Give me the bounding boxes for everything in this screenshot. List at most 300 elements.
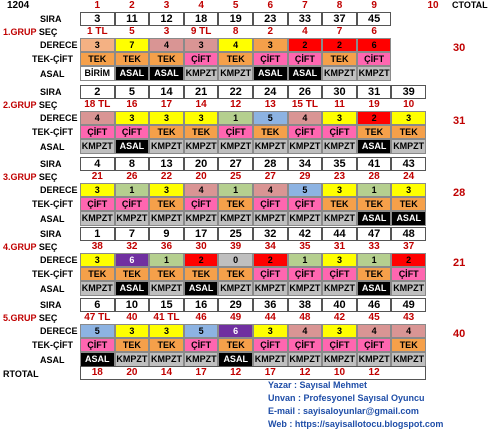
tek-cell: TEK (322, 52, 357, 66)
sec-cell: 25 (230, 171, 242, 182)
sec-cell: 9 TL (190, 26, 212, 37)
rtotal-frame (80, 366, 426, 380)
tek-cell: ÇİFT (184, 338, 219, 352)
tek-cell: ÇİFT (288, 267, 323, 281)
author-info-line: Unvan : Profesyonel Sayısal Oyuncu (268, 393, 425, 403)
sec-cell: 46 (195, 312, 207, 323)
sec-label: SEÇ (36, 242, 58, 252)
derece-cell: 1 (288, 253, 323, 267)
sira-cell: 1 (80, 227, 115, 241)
derece-cell: 6 (357, 38, 392, 52)
derece-cell: 3 (253, 38, 288, 52)
tek-cell: TEK (184, 125, 219, 139)
derece-cell: 1 (357, 253, 392, 267)
asal-cell: KMPZT (288, 352, 323, 367)
sec-cell: 6 (371, 26, 377, 37)
sira-cell: 34 (288, 157, 323, 171)
sec-label: SEÇ (36, 27, 58, 37)
sec-cell: 5 (129, 26, 135, 37)
asal-cell: KMPZT (391, 139, 426, 154)
sira-cell: 9 (149, 227, 184, 241)
row-label-derece: DERECE (40, 255, 78, 265)
asal-cell: KMPZT (149, 281, 184, 296)
derece-cell: 4 (391, 324, 426, 338)
derece-cell: 4 (184, 183, 219, 197)
asal-cell: KMPZT (253, 281, 288, 296)
row-label-derece: DERECE (40, 185, 78, 195)
rtotal-cell: 20 (126, 367, 138, 378)
derece-cell: 3 (322, 183, 357, 197)
group-label: 1.GRUP SEÇ (3, 27, 58, 37)
row-label-sira: SIRA (40, 159, 62, 169)
sec-cell: 15 TL (291, 99, 318, 110)
rtotal-cell: 12 (368, 367, 380, 378)
tek-cell: ÇİFT (115, 125, 150, 139)
asal-cell: ASAL (149, 66, 184, 81)
sira-cell: 29 (218, 298, 253, 312)
sira-cell: 12 (149, 12, 184, 26)
derece-cell: 4 (253, 183, 288, 197)
asal-cell: KMPZT (218, 66, 253, 81)
sec-cell: 1 TL (87, 26, 108, 37)
derece-cell: 5 (253, 111, 288, 125)
tek-cell: ÇİFT (253, 267, 288, 281)
tek-cell: TEK (218, 197, 253, 211)
asal-cell: KMPZT (288, 211, 323, 226)
asal-cell: KMPZT (288, 139, 323, 154)
header-corner: 1204 (7, 0, 30, 11)
sira-cell: 11 (115, 12, 150, 26)
asal-cell: KMPZT (322, 66, 357, 81)
sec-cell: 34 (264, 241, 276, 252)
derece-cell: 1 (115, 183, 150, 197)
sira-cell: 44 (322, 227, 357, 241)
tek-cell: TEK (357, 125, 392, 139)
asal-cell: ASAL (288, 66, 323, 81)
group-label: 2.GRUP SEÇ (3, 100, 58, 110)
tek-cell: ÇİFT (218, 125, 253, 139)
sec-cell: 49 (230, 312, 242, 323)
asal-cell: BİRİM (80, 66, 115, 81)
sira-cell: 6 (80, 298, 115, 312)
derece-cell: 4 (288, 324, 323, 338)
sira-cell: 45 (357, 12, 392, 26)
tek-cell: TEK (149, 267, 184, 281)
asal-cell: ASAL (357, 281, 392, 296)
tek-cell: ÇİFT (322, 125, 357, 139)
asal-cell: KMPZT (391, 281, 426, 296)
sira-cell: 37 (322, 12, 357, 26)
sec-cell: 39 (230, 241, 242, 252)
ctotal-label: CTOTAL (452, 0, 488, 10)
sec-cell: 22 (160, 171, 173, 182)
row-label-sira: SIRA (40, 14, 62, 24)
row-label-asal: ASAL (40, 355, 65, 365)
tek-cell: TEK (218, 267, 253, 281)
sec-cell: 21 (91, 171, 103, 182)
sec-cell: 33 (368, 241, 380, 252)
asal-cell: KMPZT (149, 352, 184, 367)
sec-cell: 48 (299, 312, 311, 323)
sec-cell: 2 (267, 26, 274, 37)
tek-cell: ÇİFT (322, 267, 357, 281)
asal-cell: KMPZT (149, 211, 184, 226)
sec-cell: 8 (232, 26, 239, 37)
derece-cell: 1 (357, 183, 392, 197)
derece-cell: 0 (218, 253, 253, 267)
rtotal-cell: 10 (333, 367, 346, 378)
derece-cell: 3 (184, 111, 219, 125)
asal-cell: KMPZT (288, 281, 323, 296)
sira-cell: 21 (184, 85, 219, 99)
group-label: 3.GRUP SEÇ (3, 172, 58, 182)
tek-cell: TEK (149, 52, 184, 66)
derece-cell: 6 (115, 253, 150, 267)
tek-cell: ÇİFT (288, 197, 323, 211)
column-number: 3 (163, 0, 170, 11)
sira-cell: 48 (391, 227, 426, 241)
sira-cell: 33 (288, 12, 323, 26)
asal-cell: ASAL (218, 352, 253, 367)
group-total: 40 (453, 328, 466, 340)
asal-cell: ASAL (357, 139, 392, 154)
derece-cell: 4 (80, 111, 115, 125)
sira-cell: 13 (149, 157, 184, 171)
sec-cell: 13 (264, 99, 276, 110)
sec-cell: 17 (160, 99, 173, 110)
sira-cell: 46 (357, 298, 392, 312)
rtotal-cell: 14 (160, 367, 173, 378)
column-number-10: 10 (427, 0, 439, 11)
sira-cell: 30 (322, 85, 357, 99)
group-total: 21 (453, 257, 466, 269)
row-label-asal: ASAL (40, 214, 65, 224)
derece-cell: 3 (149, 183, 184, 197)
derece-cell: 3 (391, 111, 426, 125)
sira-cell: 7 (115, 227, 150, 241)
asal-cell: KMPZT (218, 211, 253, 226)
sira-cell: 28 (253, 157, 288, 171)
sec-cell: 14 (195, 99, 207, 110)
asal-cell: KMPZT (80, 211, 115, 226)
tek-cell: TEK (357, 197, 392, 211)
derece-cell: 3 (322, 111, 357, 125)
sec-cell: 4 (302, 26, 308, 37)
column-number: 1 (94, 0, 101, 11)
tek-cell: ÇİFT (80, 338, 115, 352)
derece-cell: 4 (149, 38, 184, 52)
derece-cell: 2 (288, 38, 323, 52)
sira-cell: 35 (322, 157, 357, 171)
asal-cell: KMPZT (184, 352, 219, 367)
asal-cell: ASAL (115, 281, 150, 296)
group-total: 30 (453, 42, 466, 54)
tek-cell: TEK (149, 338, 184, 352)
sira-cell: 14 (149, 85, 184, 99)
sira-cell: 36 (253, 298, 288, 312)
sec-cell: 37 (403, 241, 415, 252)
sira-cell: 15 (149, 298, 184, 312)
column-number: 6 (267, 0, 274, 11)
sira-cell: 20 (184, 157, 219, 171)
asal-cell: ASAL (115, 66, 150, 81)
sec-cell: 42 (333, 312, 346, 323)
asal-cell: KMPZT (322, 139, 357, 154)
sira-cell: 10 (115, 298, 150, 312)
derece-cell: 3 (115, 324, 150, 338)
sec-cell: 36 (160, 241, 173, 252)
asal-cell: KMPZT (184, 211, 219, 226)
row-label-sira: SIRA (40, 300, 62, 310)
group-label: 4.GRUP SEÇ (3, 242, 58, 252)
tek-cell: ÇİFT (184, 52, 219, 66)
sira-cell: 27 (218, 157, 253, 171)
row-label-asal: ASAL (40, 69, 65, 79)
asal-cell: ASAL (184, 281, 219, 296)
sira-cell: 31 (357, 85, 392, 99)
group-total: 28 (453, 187, 466, 199)
tek-cell: TEK (253, 125, 288, 139)
sec-cell: 7 (336, 26, 343, 37)
asal-cell: KMPZT (253, 139, 288, 154)
row-label-asal: ASAL (40, 284, 65, 294)
derece-cell: 3 (115, 111, 150, 125)
tek-cell: TEK (218, 52, 253, 66)
sec-cell: 43 (403, 312, 415, 323)
derece-cell: 3 (80, 38, 115, 52)
row-label-tekcift: TEK-ÇİFT (32, 340, 73, 350)
column-number: 9 (371, 0, 377, 11)
sira-cell: 17 (184, 227, 219, 241)
sira-cell: 3 (80, 12, 115, 26)
derece-cell: 5 (184, 324, 219, 338)
asal-cell: ASAL (357, 211, 392, 226)
derece-cell: 4 (357, 324, 392, 338)
sec-cell: 23 (333, 171, 346, 182)
row-label-tekcift: TEK-ÇİFT (32, 54, 73, 64)
sec-cell: 31 (333, 241, 346, 252)
sec-cell: 40 (126, 312, 138, 323)
rtotal-cell: 12 (230, 367, 242, 378)
column-number: 5 (232, 0, 239, 11)
row-label-sira: SIRA (40, 229, 62, 239)
asal-cell: KMPZT (322, 352, 357, 367)
column-number: 7 (302, 0, 308, 11)
derece-cell: 6 (218, 324, 253, 338)
tek-cell: TEK (149, 197, 184, 211)
group-label: 5.GRUP SEÇ (3, 313, 58, 323)
derece-cell: 3 (391, 183, 426, 197)
derece-cell: 2 (357, 111, 392, 125)
sira-cell: 2 (80, 85, 115, 99)
derece-cell: 3 (322, 324, 357, 338)
tek-cell: TEK (149, 125, 184, 139)
derece-cell: 1 (218, 183, 253, 197)
row-label-sira: SIRA (40, 87, 62, 97)
tek-cell: ÇİFT (80, 125, 115, 139)
sec-cell: 29 (299, 171, 311, 182)
tek-cell: ÇİFT (253, 338, 288, 352)
sec-cell: 45 (368, 312, 380, 323)
asal-cell: KMPZT (218, 281, 253, 296)
derece-cell: 3 (322, 253, 357, 267)
asal-cell: KMPZT (253, 211, 288, 226)
tek-cell: TEK (80, 267, 115, 281)
tek-cell: ÇİFT (357, 338, 392, 352)
rtotal-label: RTOTAL (3, 369, 39, 379)
tek-cell: ÇİFT (184, 197, 219, 211)
derece-cell: 1 (149, 253, 184, 267)
asal-cell: KMPZT (80, 139, 115, 154)
asal-cell: KMPZT (253, 352, 288, 367)
asal-cell: ASAL (115, 139, 150, 154)
sira-cell: 39 (391, 85, 426, 99)
sira-cell: 40 (322, 298, 357, 312)
sec-cell: 41 TL (153, 312, 180, 323)
asal-cell: KMPZT (115, 211, 150, 226)
tek-cell: ÇİFT (288, 125, 323, 139)
tek-cell: TEK (357, 267, 392, 281)
tek-cell: TEK (391, 338, 426, 352)
tek-cell: ÇİFT (288, 338, 323, 352)
tek-cell: TEK (80, 52, 115, 66)
derece-cell: 5 (288, 183, 323, 197)
derece-cell: 3 (149, 111, 184, 125)
tek-cell: TEK (184, 267, 219, 281)
asal-cell: KMPZT (322, 281, 357, 296)
asal-cell: KMPZT (218, 139, 253, 154)
sec-cell: 16 (126, 99, 138, 110)
asal-cell: KMPZT (357, 66, 392, 81)
row-label-tekcift: TEK-ÇİFT (32, 127, 73, 137)
sec-cell: 24 (403, 171, 415, 182)
row-label-tekcift: TEK-ÇİFT (32, 269, 73, 279)
sira-cell: 4 (80, 157, 115, 171)
derece-cell: 4 (288, 111, 323, 125)
tek-cell: ÇİFT (288, 52, 323, 66)
sira-cell: 18 (184, 12, 219, 26)
author-info-line: Yazar : Sayısal Mehmet (268, 380, 368, 390)
tek-cell: ÇİFT (253, 197, 288, 211)
asal-cell: KMPZT (149, 139, 184, 154)
derece-cell: 4 (218, 38, 253, 52)
rtotal-cell: 17 (264, 367, 276, 378)
sec-cell: 11 (334, 99, 345, 110)
derece-cell: 2 (391, 253, 426, 267)
asal-cell: KMPZT (322, 211, 357, 226)
rtotal-cell: 18 (91, 367, 103, 378)
tek-cell: ÇİFT (253, 52, 288, 66)
tek-cell: TEK (391, 125, 426, 139)
sec-cell: 38 (91, 241, 103, 252)
sec-cell: 20 (195, 171, 207, 182)
row-label-derece: DERECE (40, 40, 78, 50)
tek-cell: ÇİFT (80, 197, 115, 211)
sec-cell: 32 (126, 241, 138, 252)
asal-cell: ASAL (80, 352, 115, 367)
sira-cell: 22 (218, 85, 253, 99)
sira-cell: 26 (288, 85, 323, 99)
asal-cell: KMPZT (391, 352, 426, 367)
derece-cell: 2 (253, 253, 288, 267)
sec-label: SEÇ (36, 313, 58, 323)
column-number: 8 (336, 0, 343, 11)
derece-cell: 3 (184, 38, 219, 52)
sec-cell: 27 (264, 171, 276, 182)
sira-cell: 43 (391, 157, 426, 171)
sec-cell: 47 TL (84, 312, 111, 323)
sira-cell: 38 (288, 298, 323, 312)
tek-cell: ÇİFT (357, 52, 392, 66)
asal-cell: KMPZT (357, 352, 392, 367)
column-number: 4 (198, 0, 204, 11)
sec-cell: 3 (163, 26, 170, 37)
sec-cell: 10 (403, 99, 415, 110)
derece-cell: 3 (80, 253, 115, 267)
sec-label: SEÇ (36, 172, 58, 182)
column-number: 2 (129, 0, 135, 11)
tek-cell: TEK (391, 197, 426, 211)
sira-cell: 5 (115, 85, 150, 99)
asal-cell: KMPZT (115, 352, 150, 367)
sec-cell: 26 (126, 171, 138, 182)
tek-cell: ÇİFT (115, 197, 150, 211)
derece-cell: 3 (149, 324, 184, 338)
tek-cell: ÇİFT (322, 338, 357, 352)
tek-cell: TEK (322, 197, 357, 211)
rtotal-cell: 17 (195, 367, 207, 378)
derece-cell: 5 (80, 324, 115, 338)
derece-cell: 2 (184, 253, 219, 267)
tek-cell: TEK (115, 267, 150, 281)
author-info-line: Web : https://sayisallotocu.blogspot.com (268, 419, 444, 429)
row-label-asal: ASAL (40, 142, 65, 152)
author-info-line: E-mail : sayisaloyunlar@gmail.com (268, 406, 419, 416)
tek-cell: ÇİFT (391, 267, 426, 281)
sira-cell: 25 (218, 227, 253, 241)
derece-cell: 7 (115, 38, 150, 52)
asal-cell: KMPZT (184, 139, 219, 154)
sec-cell: 44 (264, 312, 276, 323)
row-label-tekcift: TEK-ÇİFT (32, 199, 73, 209)
asal-cell: ASAL (391, 211, 426, 226)
group-total: 31 (453, 115, 466, 127)
asal-cell: KMPZT (80, 281, 115, 296)
derece-cell: 2 (322, 38, 357, 52)
sec-cell: 12 (230, 99, 242, 110)
asal-cell: ASAL (253, 66, 288, 81)
sec-cell: 19 (368, 99, 380, 110)
sira-cell: 8 (115, 157, 150, 171)
sira-cell: 42 (288, 227, 323, 241)
sira-cell: 47 (357, 227, 392, 241)
rtotal-cell: 12 (299, 367, 311, 378)
sira-cell: 23 (253, 12, 288, 26)
sec-cell: 30 (195, 241, 207, 252)
tek-cell: TEK (115, 52, 150, 66)
sira-cell: 24 (253, 85, 288, 99)
sec-cell: 35 (299, 241, 311, 252)
derece-cell: 3 (253, 324, 288, 338)
sira-cell: 49 (391, 298, 426, 312)
derece-cell: 3 (80, 183, 115, 197)
tek-cell: TEK (115, 338, 150, 352)
sira-cell: 19 (218, 12, 253, 26)
derece-cell: 1 (218, 111, 253, 125)
row-label-derece: DERECE (40, 326, 78, 336)
tek-cell: TEK (218, 338, 253, 352)
sec-cell: 28 (368, 171, 380, 182)
